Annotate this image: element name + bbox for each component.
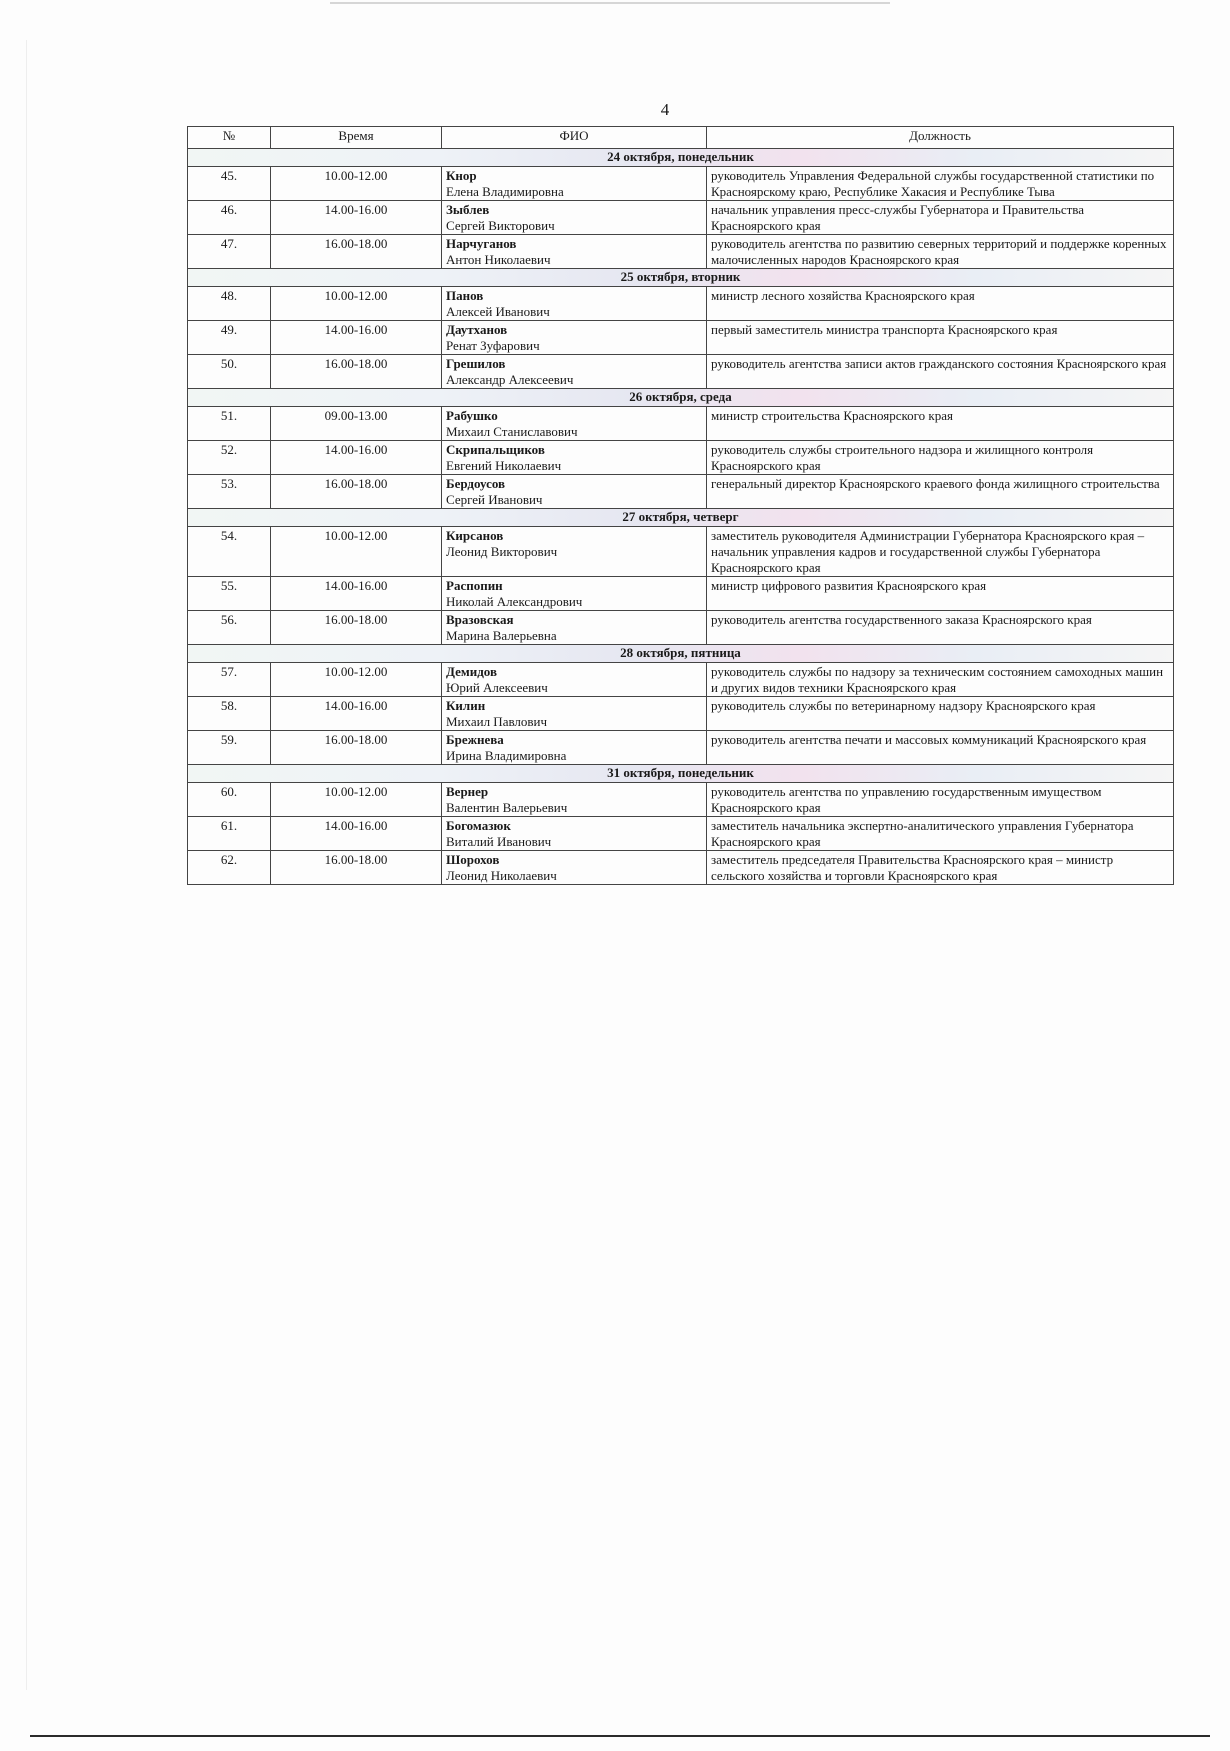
row-position: министр цифрового развития Красноярского края [707,577,1174,611]
table-row [188,851,1174,885]
row-number: 59. [188,731,271,765]
fio-given-names: Марина Валерьевна [446,628,557,643]
row-position: заместитель председателя Правительства Красноярского края – министр сельского хозяйства и торговли Красноярского края [707,851,1174,885]
day-header-row [188,645,1174,663]
fio-surname: Скрипальщиков [446,442,545,457]
day-header-row [188,509,1174,527]
fio-surname: Вернер [446,784,489,799]
fio-given-names: Леонид Николаевич [446,868,557,883]
fio-surname: Даутханов [446,322,508,337]
table-row [188,407,1174,441]
row-fio [442,321,707,355]
table-row [188,817,1174,851]
row-time: 14.00-16.00 [271,321,442,355]
table-row [188,577,1174,611]
header-fio: ФИО [442,127,707,149]
row-time: 16.00-18.00 [271,355,442,389]
fio-given-names: Ренат Зуфарович [446,338,540,353]
row-fio [442,167,707,201]
fio-surname: Грешилов [446,356,506,371]
table-row [188,611,1174,645]
table-row [188,697,1174,731]
fio-given-names: Александр Алексеевич [446,372,574,387]
row-number: 46. [188,201,271,235]
fio-surname: Килин [446,698,486,713]
table-row [188,527,1174,577]
table-row [188,663,1174,697]
row-fio [442,783,707,817]
row-fio [442,287,707,321]
row-number: 48. [188,287,271,321]
table-row [188,321,1174,355]
table-header-row [188,127,1174,149]
day-header-row [188,389,1174,407]
row-fio [442,577,707,611]
row-fio [442,663,707,697]
row-fio [442,235,707,269]
row-position: руководитель Управления Федеральной службы государственной статистики по Красноярскому краю, Республике Хакасия и Республике Тыва [707,167,1174,201]
header-time: Время [271,127,442,149]
fio-surname: Кирсанов [446,528,504,543]
row-position: руководитель службы по надзору за техническим состоянием самоходных машин и других видов техники Красноярского края [707,663,1174,697]
fio-surname: Богомазюк [446,818,511,833]
table-row [188,167,1174,201]
row-position: заместитель руководителя Администрации Губернатора Красноярского края – начальник управления кадров и государственной службы Губернатора Красноярского края [707,527,1174,577]
row-time: 14.00-16.00 [271,697,442,731]
day-label: 31 октября, понедельник [188,765,1174,783]
day-header-row [188,765,1174,783]
day-header-row [188,269,1174,287]
fio-given-names: Юрий Алексеевич [446,680,548,695]
row-time: 16.00-18.00 [271,475,442,509]
row-fio [442,697,707,731]
row-fio [442,611,707,645]
row-position: руководитель агентства по развитию северных территорий и поддержке коренных малочисленных народов Красноярского края [707,235,1174,269]
table-row [188,201,1174,235]
fio-given-names: Михаил Станиславович [446,424,578,439]
row-number: 52. [188,441,271,475]
row-time: 10.00-12.00 [271,167,442,201]
fio-surname: Брежнева [446,732,504,747]
day-label: 28 октября, пятница [188,645,1174,663]
day-header-row [188,149,1174,167]
row-position: руководитель агентства печати и массовых коммуникаций Красноярского края [707,731,1174,765]
row-fio [442,851,707,885]
row-time: 16.00-18.00 [271,731,442,765]
scan-artifact-bottom [30,1735,1210,1737]
row-fio [442,407,707,441]
fio-given-names: Евгений Николаевич [446,458,562,473]
row-time: 14.00-16.00 [271,577,442,611]
table-row [188,783,1174,817]
table-row [188,235,1174,269]
row-position: министр строительства Красноярского края [707,407,1174,441]
scan-artifact-top [330,2,890,4]
fio-given-names: Елена Владимировна [446,184,564,199]
row-fio [442,731,707,765]
fio-surname: Распопин [446,578,503,593]
row-number: 57. [188,663,271,697]
row-time: 10.00-12.00 [271,783,442,817]
row-time: 10.00-12.00 [271,287,442,321]
day-label: 26 октября, среда [188,389,1174,407]
row-number: 51. [188,407,271,441]
fio-given-names: Валентин Валерьевич [446,800,568,815]
fio-given-names: Сергей Викторович [446,218,555,233]
fio-given-names: Антон Николаевич [446,252,551,267]
row-position: руководитель агентства по управлению государственным имуществом Красноярского края [707,783,1174,817]
row-position: руководитель агентства записи актов гражданского состояния Красноярского края [707,355,1174,389]
row-number: 58. [188,697,271,731]
row-time: 09.00-13.00 [271,407,442,441]
day-label: 25 октября, вторник [188,269,1174,287]
row-fio [442,355,707,389]
row-fio [442,201,707,235]
row-fio [442,817,707,851]
table-row [188,441,1174,475]
table-row [188,287,1174,321]
day-label: 24 октября, понедельник [188,149,1174,167]
table-row [188,355,1174,389]
row-number: 47. [188,235,271,269]
row-position: руководитель службы строительного надзора и жилищного контроля Красноярского края [707,441,1174,475]
row-number: 49. [188,321,271,355]
row-position: министр лесного хозяйства Красноярского края [707,287,1174,321]
row-position: начальник управления пресс-службы Губернатора и Правительства Красноярского края [707,201,1174,235]
fio-given-names: Виталий Иванович [446,834,552,849]
fio-surname: Шорохов [446,852,500,867]
fio-given-names: Михаил Павлович [446,714,548,729]
row-time: 16.00-18.00 [271,611,442,645]
fio-given-names: Николай Александрович [446,594,583,609]
row-fio [442,441,707,475]
fio-given-names: Сергей Иванович [446,492,543,507]
header-position: Должность [707,127,1174,149]
fio-surname: Бердоусов [446,476,506,491]
row-number: 62. [188,851,271,885]
fio-surname: Рабушко [446,408,498,423]
day-label: 27 октября, четверг [188,509,1174,527]
table-row [188,475,1174,509]
fio-given-names: Леонид Викторович [446,544,558,559]
fio-surname: Кнор [446,168,477,183]
row-position: руководитель агентства государственного заказа Красноярского края [707,611,1174,645]
fio-surname: Демидов [446,664,497,679]
row-number: 54. [188,527,271,577]
header-num: № [188,127,271,149]
row-position: заместитель начальника экспертно-аналитического управления Губернатора Красноярского края [707,817,1174,851]
row-time: 10.00-12.00 [271,527,442,577]
row-position: руководитель службы по ветеринарному надзору Красноярского края [707,697,1174,731]
row-position: первый заместитель министра транспорта Красноярского края [707,321,1174,355]
scan-artifact-left [26,40,27,1690]
row-number: 53. [188,475,271,509]
row-time: 10.00-12.00 [271,663,442,697]
schedule-body [188,149,1174,885]
row-time: 16.00-18.00 [271,851,442,885]
table-row [188,731,1174,765]
row-number: 50. [188,355,271,389]
row-fio [442,475,707,509]
fio-surname: Панов [446,288,484,303]
row-number: 61. [188,817,271,851]
fio-given-names: Алексей Иванович [446,304,550,319]
fio-surname: Нарчуганов [446,236,517,251]
row-time: 14.00-16.00 [271,441,442,475]
row-time: 16.00-18.00 [271,235,442,269]
schedule-table [187,126,1174,885]
row-fio [442,527,707,577]
fio-surname: Вразовская [446,612,514,627]
fio-surname: Зыблев [446,202,490,217]
row-number: 45. [188,167,271,201]
row-time: 14.00-16.00 [271,817,442,851]
row-number: 55. [188,577,271,611]
row-number: 56. [188,611,271,645]
row-number: 60. [188,783,271,817]
page-number: 4 [660,100,670,119]
row-time: 14.00-16.00 [271,201,442,235]
row-position: генеральный директор Красноярского краевого фонда жилищного строительства [707,475,1174,509]
fio-given-names: Ирина Владимировна [446,748,567,763]
